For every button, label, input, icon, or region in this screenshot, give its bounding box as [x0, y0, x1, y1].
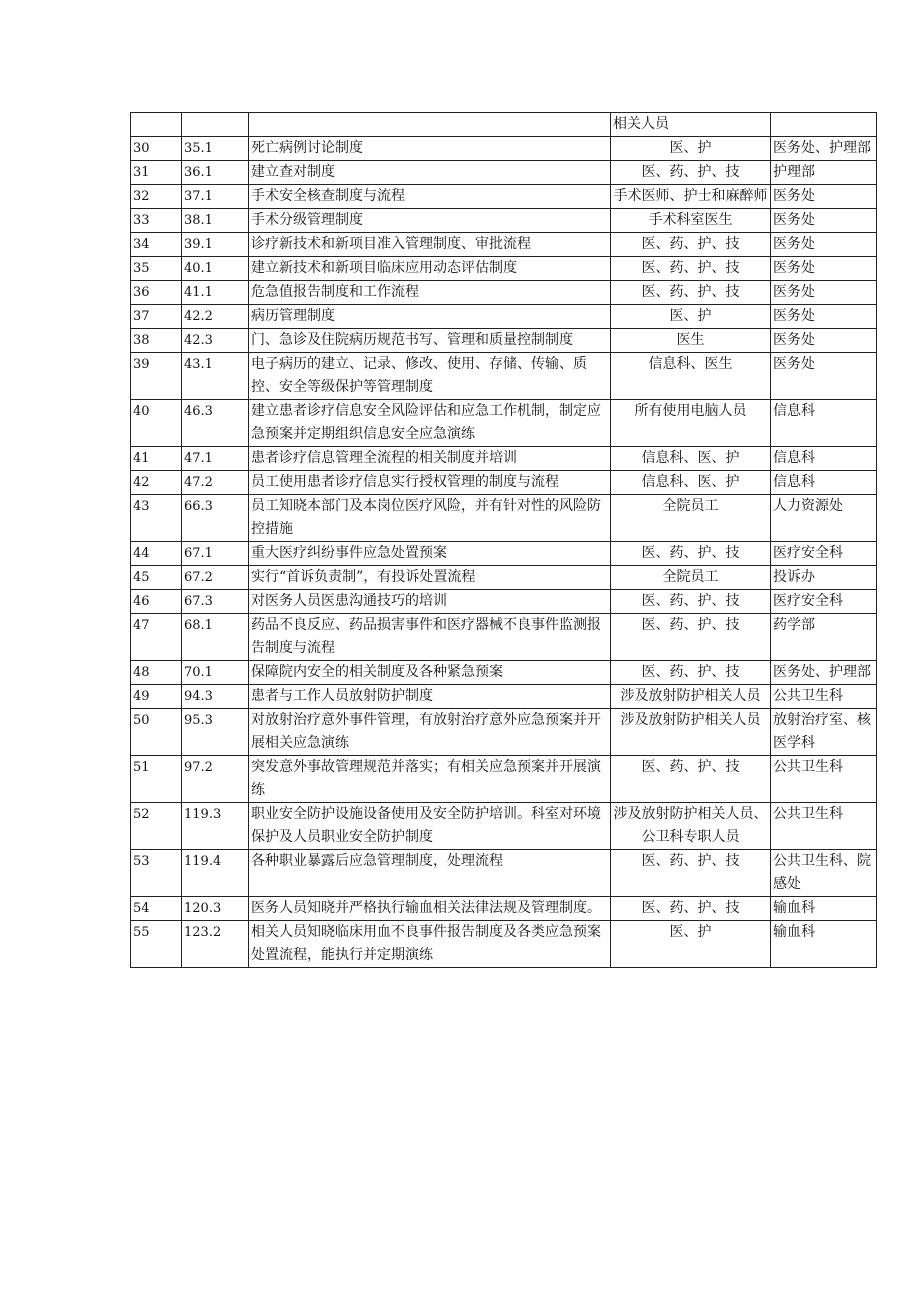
cell-clause: 40.1	[182, 257, 249, 281]
cell-policy: 危急值报告制度和工作流程	[249, 281, 611, 305]
cell-clause: 67.3	[182, 590, 249, 614]
cell-policy: 病历管理制度	[249, 305, 611, 329]
cell-staff: 医、药、护、技	[611, 161, 771, 185]
cell-dept: 放射治疗室、核医学科	[771, 709, 877, 756]
policy-table	[130, 112, 877, 968]
cell-staff: 信息科、医生	[611, 353, 771, 400]
cell-staff: 手术科室医生	[611, 209, 771, 233]
cell-no: 55	[131, 921, 182, 968]
cell-staff: 医、药、护、技	[611, 233, 771, 257]
cell-clause: 39.1	[182, 233, 249, 257]
cell-policy: 医务人员知晓并严格执行输血相关法律法规及管理制度。	[249, 897, 611, 921]
cell-staff: 医、药、护、技	[611, 542, 771, 566]
cell-no: 31	[131, 161, 182, 185]
cell-dept: 人力资源处	[771, 495, 877, 542]
cell-no: 50	[131, 709, 182, 756]
cell-policy: 相关人员知晓临床用血不良事件报告制度及各类应急预案处置流程，能执行并定期演练	[249, 921, 611, 968]
cell-no: 36	[131, 281, 182, 305]
cell-policy	[249, 113, 611, 137]
cell-no: 34	[131, 233, 182, 257]
cell-staff: 涉及放射防护相关人员	[611, 709, 771, 756]
cell-clause: 67.1	[182, 542, 249, 566]
cell-policy: 员工知晓本部门及本岗位医疗风险，并有针对性的风险防控措施	[249, 495, 611, 542]
cell-policy: 员工使用患者诊疗信息实行授权管理的制度与流程	[249, 471, 611, 495]
cell-no: 33	[131, 209, 182, 233]
table-row	[131, 161, 877, 185]
cell-policy: 死亡病例讨论制度	[249, 137, 611, 161]
cell-dept: 公共卫生科、院感处	[771, 850, 877, 897]
table-continuation-row	[131, 113, 877, 137]
cell-policy: 实行“首诉负责制”，有投诉处置流程	[249, 566, 611, 590]
cell-policy: 电子病历的建立、记录、修改、使用、存储、传输、质控、安全等级保护等管理制度	[249, 353, 611, 400]
cell-staff: 医、护	[611, 921, 771, 968]
cell-policy: 手术分级管理制度	[249, 209, 611, 233]
cell-dept: 药学部	[771, 614, 877, 661]
cell-policy: 诊疗新技术和新项目准入管理制度、审批流程	[249, 233, 611, 257]
cell-no: 35	[131, 257, 182, 281]
table-row	[131, 850, 877, 897]
table-row	[131, 590, 877, 614]
table-row	[131, 897, 877, 921]
table-row	[131, 281, 877, 305]
cell-clause: 42.2	[182, 305, 249, 329]
cell-policy: 门、急诊及住院病历规范书写、管理和质量控制制度	[249, 329, 611, 353]
cell-clause: 36.1	[182, 161, 249, 185]
cell-clause: 119.4	[182, 850, 249, 897]
cell-no: 52	[131, 803, 182, 850]
cell-dept: 医务处	[771, 209, 877, 233]
table-row	[131, 233, 877, 257]
cell-staff: 医、药、护、技	[611, 850, 771, 897]
cell-dept: 投诉办	[771, 566, 877, 590]
cell-clause: 43.1	[182, 353, 249, 400]
cell-no: 44	[131, 542, 182, 566]
cell-staff: 手术医师、护士和麻醉师	[611, 185, 771, 209]
table-row	[131, 353, 877, 400]
cell-staff: 医、药、护、技	[611, 756, 771, 803]
cell-staff: 相关人员	[611, 113, 771, 137]
cell-clause: 94.3	[182, 685, 249, 709]
cell-no: 45	[131, 566, 182, 590]
cell-dept: 医务处	[771, 329, 877, 353]
cell-clause: 47.2	[182, 471, 249, 495]
table-row	[131, 400, 877, 447]
table-row	[131, 471, 877, 495]
table-row	[131, 542, 877, 566]
cell-staff: 所有使用电脑人员	[611, 400, 771, 447]
cell-no: 46	[131, 590, 182, 614]
cell-no: 38	[131, 329, 182, 353]
cell-no: 30	[131, 137, 182, 161]
cell-clause: 70.1	[182, 661, 249, 685]
cell-staff: 医、药、护、技	[611, 281, 771, 305]
cell-clause: 67.2	[182, 566, 249, 590]
cell-policy: 患者与工作人员放射防护制度	[249, 685, 611, 709]
cell-dept: 医务处	[771, 185, 877, 209]
cell-staff: 涉及放射防护相关人员、公卫科专职人员	[611, 803, 771, 850]
cell-staff: 全院员工	[611, 495, 771, 542]
table-row	[131, 614, 877, 661]
table-row	[131, 756, 877, 803]
cell-policy: 手术安全核查制度与流程	[249, 185, 611, 209]
cell-policy: 对放射治疗意外事件管理，有放射治疗意外应急预案并开展相关应急演练	[249, 709, 611, 756]
cell-clause: 41.1	[182, 281, 249, 305]
cell-policy: 突发意外事故管理规范并落实；有相关应急预案并开展演练	[249, 756, 611, 803]
cell-no: 51	[131, 756, 182, 803]
cell-clause: 37.1	[182, 185, 249, 209]
cell-dept: 信息科	[771, 400, 877, 447]
cell-clause: 97.2	[182, 756, 249, 803]
cell-policy: 对医务人员医患沟通技巧的培训	[249, 590, 611, 614]
cell-policy: 患者诊疗信息管理全流程的相关制度并培训	[249, 447, 611, 471]
cell-staff: 医、护	[611, 137, 771, 161]
cell-staff: 信息科、医、护	[611, 471, 771, 495]
cell-dept: 输血科	[771, 897, 877, 921]
cell-staff: 信息科、医、护	[611, 447, 771, 471]
table-row	[131, 685, 877, 709]
table-row	[131, 709, 877, 756]
cell-dept: 医务处	[771, 233, 877, 257]
cell-staff: 医、护	[611, 305, 771, 329]
cell-no: 43	[131, 495, 182, 542]
cell-no: 54	[131, 897, 182, 921]
cell-no: 42	[131, 471, 182, 495]
cell-staff: 医、药、护、技	[611, 257, 771, 281]
cell-staff: 医、药、护、技	[611, 661, 771, 685]
cell-clause: 42.3	[182, 329, 249, 353]
cell-clause: 95.3	[182, 709, 249, 756]
cell-clause: 120.3	[182, 897, 249, 921]
cell-no: 48	[131, 661, 182, 685]
table-row	[131, 661, 877, 685]
cell-policy: 职业安全防护设施设备使用及安全防护培训。科室对环境保护及人员职业安全防护制度	[249, 803, 611, 850]
cell-staff: 医生	[611, 329, 771, 353]
cell-no: 37	[131, 305, 182, 329]
cell-dept: 输血科	[771, 921, 877, 968]
cell-clause: 47.1	[182, 447, 249, 471]
cell-policy: 药品不良反应、药品损害事件和医疗器械不良事件监测报告制度与流程	[249, 614, 611, 661]
cell-staff: 医、药、护、技	[611, 614, 771, 661]
cell-clause: 66.3	[182, 495, 249, 542]
cell-staff: 全院员工	[611, 566, 771, 590]
cell-dept	[771, 113, 877, 137]
table-row	[131, 566, 877, 590]
cell-clause: 46.3	[182, 400, 249, 447]
cell-clause: 119.3	[182, 803, 249, 850]
table-row	[131, 185, 877, 209]
cell-no: 47	[131, 614, 182, 661]
cell-no: 41	[131, 447, 182, 471]
cell-no: 40	[131, 400, 182, 447]
table-row	[131, 257, 877, 281]
cell-dept: 医务处、护理部	[771, 137, 877, 161]
cell-dept: 医务处、护理部	[771, 661, 877, 685]
cell-staff: 医、药、护、技	[611, 897, 771, 921]
cell-no: 53	[131, 850, 182, 897]
table-row	[131, 209, 877, 233]
cell-dept: 医务处	[771, 305, 877, 329]
cell-dept: 护理部	[771, 161, 877, 185]
table-row	[131, 803, 877, 850]
cell-dept: 医疗安全科	[771, 590, 877, 614]
cell-dept: 信息科	[771, 471, 877, 495]
table-row	[131, 921, 877, 968]
cell-clause: 68.1	[182, 614, 249, 661]
policy-table-body	[131, 113, 877, 968]
cell-dept: 公共卫生科	[771, 756, 877, 803]
cell-clause: 123.2	[182, 921, 249, 968]
cell-staff: 涉及放射防护相关人员	[611, 685, 771, 709]
cell-no	[131, 113, 182, 137]
table-row	[131, 495, 877, 542]
cell-no: 32	[131, 185, 182, 209]
table-row	[131, 305, 877, 329]
cell-clause: 38.1	[182, 209, 249, 233]
cell-clause	[182, 113, 249, 137]
cell-policy: 各种职业暴露后应急管理制度，处理流程	[249, 850, 611, 897]
cell-staff: 医、药、护、技	[611, 590, 771, 614]
cell-policy: 建立新技术和新项目临床应用动态评估制度	[249, 257, 611, 281]
cell-policy: 建立查对制度	[249, 161, 611, 185]
table-row	[131, 447, 877, 471]
table-row	[131, 329, 877, 353]
cell-dept: 公共卫生科	[771, 685, 877, 709]
cell-no: 49	[131, 685, 182, 709]
cell-clause: 35.1	[182, 137, 249, 161]
cell-dept: 医务处	[771, 353, 877, 400]
cell-policy: 重大医疗纠纷事件应急处置预案	[249, 542, 611, 566]
table-row	[131, 137, 877, 161]
cell-policy: 建立患者诊疗信息安全风险评估和应急工作机制，制定应急预案并定期组织信息安全应急演练	[249, 400, 611, 447]
cell-dept: 医疗安全科	[771, 542, 877, 566]
cell-dept: 信息科	[771, 447, 877, 471]
cell-policy: 保障院内安全的相关制度及各种紧急预案	[249, 661, 611, 685]
cell-dept: 医务处	[771, 281, 877, 305]
cell-dept: 公共卫生科	[771, 803, 877, 850]
cell-dept: 医务处	[771, 257, 877, 281]
cell-no: 39	[131, 353, 182, 400]
